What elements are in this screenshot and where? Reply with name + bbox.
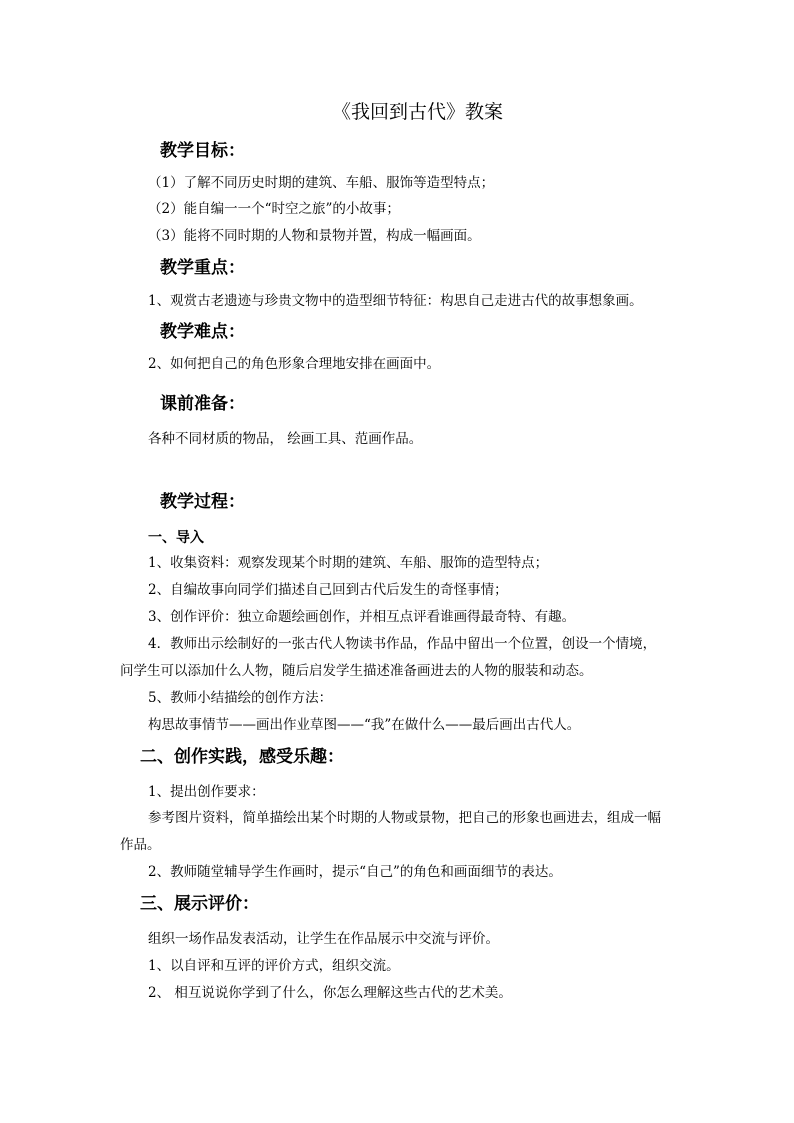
objective-item: （2）能自编一一个“时空之旅”的小故事； [148, 201, 400, 217]
evaluation-item: 组织一场作品发表活动，让学生在作品展示中交流与评价。 [148, 931, 499, 947]
section-heading-practice: 二、创作实践，感受乐趣： [140, 747, 344, 767]
section-heading-intro: 一、导入 [148, 530, 204, 546]
practice-item: 2、教师随堂辅导学生作画时，提示“自己”的角色和画面细节的表达。 [148, 864, 562, 880]
practice-item: 1、提出创作要求： [148, 784, 265, 800]
intro-item: 1、收集资料：观察发现某个时期的建筑、车船、服饰的造型特点； [148, 555, 549, 571]
key-points-text: 1、观赏古老遗迹与珍贵文物中的造型细节特征：构思自己走进古代的故事想象画。 [148, 293, 643, 309]
key-points-heading: 教学重点： [160, 258, 245, 278]
preparation-text: 各种不同材质的物品， 绘画工具、范画作品。 [148, 431, 423, 447]
practice-item: 参考图片资料，简单描绘出某个时期的人物或景物，把自己的形象也画进去，组成一幅 [148, 810, 661, 826]
intro-item: 4．教师出示绘制好的一张古代人物读书作品，作品中留出一个位置，创设一个情境， [148, 636, 657, 652]
section-heading-evaluation: 三、展示评价： [140, 894, 259, 914]
evaluation-item: 2、 相互说说你学到了什么，你怎么理解这些古代的艺术美。 [148, 985, 512, 1001]
difficulties-text: 2、如何把自己的角色形象合理地安排在画面中。 [148, 356, 441, 372]
intro-item-continued: 问学生可以添加什么人物，随后启发学生描述准备画进去的人物的服装和动态。 [120, 663, 593, 679]
process-heading: 教学过程： [160, 492, 245, 512]
preparation-heading: 课前准备： [160, 394, 245, 414]
document-title: 《我回到古代》教案 [332, 101, 504, 123]
intro-item: 2、自编故事向同学们描述自己回到古代后发生的奇怪事情； [148, 582, 508, 598]
intro-item: 5、教师小结描绘的创作方法： [148, 690, 333, 706]
intro-item: 3、创作评价：独立命题绘画创作，并相互点评看谁画得最奇特、有趣。 [148, 609, 576, 625]
objective-item: （3）能将不同时期的人物和景物并置，构成一幅画面。 [148, 228, 481, 244]
difficulties-heading: 教学难点： [160, 322, 245, 342]
objectives-heading: 教学目标： [160, 141, 245, 161]
practice-item-continued: 作品。 [120, 837, 161, 853]
objective-item: （1）了解不同历史时期的建筑、车船、服饰等造型特点； [148, 175, 495, 191]
intro-item: 构思故事情节——画出作业草图——“我”在做什么——最后画出古代人。 [148, 717, 581, 733]
evaluation-item: 1、以自评和互评的评价方式，组织交流。 [148, 958, 400, 974]
